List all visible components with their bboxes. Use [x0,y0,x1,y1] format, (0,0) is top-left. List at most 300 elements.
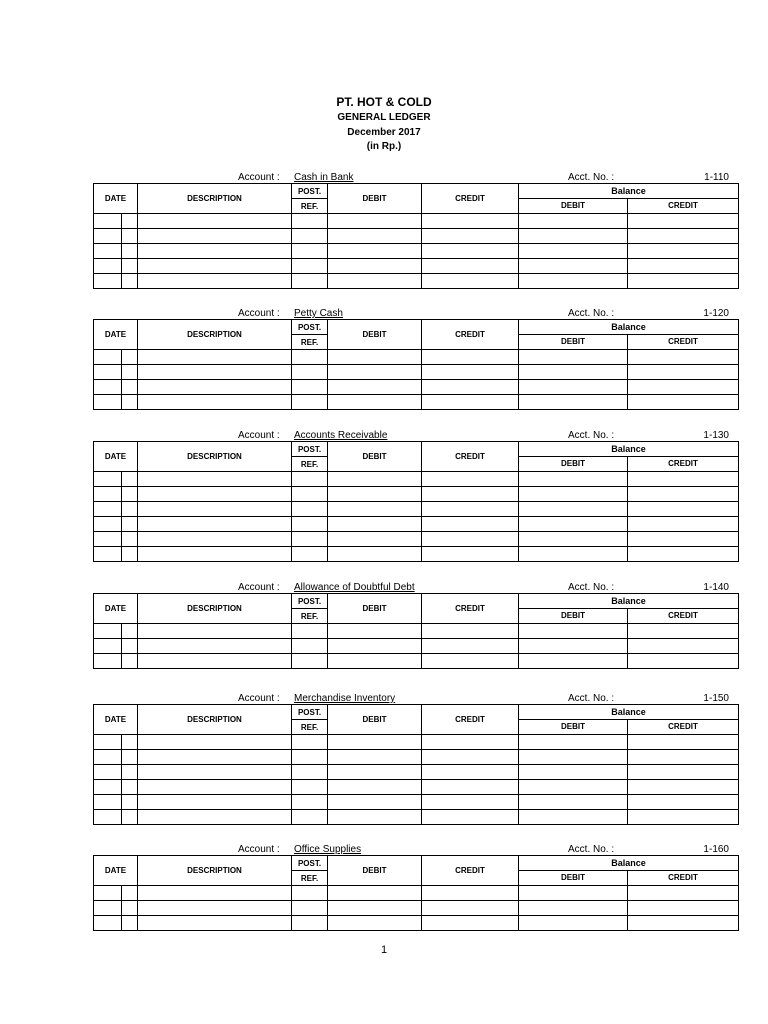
ledger-cell[interactable] [94,214,122,229]
ledger-cell[interactable] [94,532,122,547]
ledger-cell[interactable] [519,244,628,259]
date-header: DATE [94,320,138,350]
debit-header: DEBIT [328,442,422,472]
ledger-cell[interactable] [292,735,328,750]
ledger-cell[interactable] [292,502,328,517]
debit-header: DEBIT [328,184,422,214]
ledger-cell[interactable] [138,780,292,795]
ledger-cell[interactable] [138,274,292,289]
ledger-cell[interactable] [628,795,739,810]
ledger-cell[interactable] [292,214,328,229]
description-header: DESCRIPTION [138,856,292,886]
ledger-cell[interactable] [519,365,628,380]
account-label: Account : [238,844,280,855]
ledger-cell[interactable] [122,916,138,931]
table-row [94,229,739,244]
ledger-cell[interactable] [519,901,628,916]
account-number: 1-120 [703,308,729,319]
ledger-cell[interactable] [328,274,422,289]
ledger-cell[interactable] [422,350,519,365]
ledger-cell[interactable] [94,274,122,289]
ledger-cell[interactable] [292,901,328,916]
balance-credit-header: CREDIT [628,871,739,886]
ledger-cell[interactable] [328,795,422,810]
ledger-cell[interactable] [422,532,519,547]
ledger-cell[interactable] [422,916,519,931]
table-row [94,916,739,931]
ledger-cell[interactable] [628,517,739,532]
ledger-cell[interactable] [94,901,122,916]
ledger-cell[interactable] [422,502,519,517]
ledger-cell[interactable] [94,735,122,750]
ledger-cell[interactable] [422,547,519,562]
ledger-cell[interactable] [519,532,628,547]
table-row [94,901,739,916]
ledger-cell[interactable] [292,229,328,244]
table-row [94,886,739,901]
ledger-cell[interactable] [519,259,628,274]
ledger-cell[interactable] [122,395,138,410]
ledger-cell[interactable] [138,472,292,487]
credit-header: CREDIT [422,594,519,624]
account-label: Account : [238,430,280,441]
ledger-table [93,593,739,669]
balance-debit-header: DEBIT [519,199,628,214]
balance-debit-header: DEBIT [519,335,628,350]
ledger-cell[interactable] [122,795,138,810]
balance-header: Balance [519,856,739,871]
ledger-cell[interactable] [422,487,519,502]
ledger-cell[interactable] [519,214,628,229]
post-header: POST. [292,594,328,609]
account-name: Cash in Bank [294,172,354,183]
ledger-cell[interactable] [94,916,122,931]
description-header: DESCRIPTION [138,594,292,624]
table-row [94,532,739,547]
ledger-cell[interactable] [628,765,739,780]
ledger-cell[interactable] [628,654,739,669]
credit-header: CREDIT [422,184,519,214]
table-row [94,517,739,532]
ledger-cell[interactable] [422,472,519,487]
ledger-cell[interactable] [628,259,739,274]
ledger-cell[interactable] [138,654,292,669]
table-row [94,735,739,750]
ledger-cell[interactable] [519,350,628,365]
ledger-cell[interactable] [519,654,628,669]
currency-note: (in Rp.) [366,141,402,152]
ledger-cell[interactable] [519,229,628,244]
ledger-cell[interactable] [138,487,292,502]
balance-credit-header: CREDIT [628,457,739,472]
account-name: Office Supplies [294,844,362,855]
ledger-cell[interactable] [422,901,519,916]
table-row [94,547,739,562]
document-title: GENERAL LEDGER [337,112,431,123]
table-row [94,765,739,780]
ledger-cell[interactable] [94,365,122,380]
account-number: 1-110 [704,172,729,183]
ledger-cell[interactable] [292,380,328,395]
ledger-cell[interactable] [122,901,138,916]
ledger-table [93,855,739,931]
ledger-cell[interactable] [328,765,422,780]
ledger-cell[interactable] [122,765,138,780]
ledger-cell[interactable] [94,487,122,502]
ledger-cell[interactable] [94,780,122,795]
ledger-cell[interactable] [122,244,138,259]
ledger-cell[interactable] [122,259,138,274]
ledger-cell[interactable] [328,502,422,517]
ledger-cell[interactable] [628,472,739,487]
ledger-cell[interactable] [328,639,422,654]
ledger-cell[interactable] [138,395,292,410]
ledger-cell[interactable] [328,380,422,395]
ref-header: REF. [292,720,328,735]
ledger-cell[interactable] [628,901,739,916]
balance-header: Balance [519,442,739,457]
ledger-cell[interactable] [328,395,422,410]
account-label: Account : [238,308,280,319]
ledger-cell[interactable] [422,395,519,410]
ledger-cell[interactable] [292,795,328,810]
credit-header: CREDIT [422,856,519,886]
ledger-cell[interactable] [122,229,138,244]
ledger-cell[interactable] [328,901,422,916]
ledger-cell[interactable] [422,259,519,274]
ledger-cell[interactable] [328,259,422,274]
ledger-cell[interactable] [628,916,739,931]
table-row [94,810,739,825]
ledger-cell[interactable] [628,365,739,380]
ledger-cell[interactable] [519,639,628,654]
balance-credit-header: CREDIT [628,609,739,624]
table-row [94,365,739,380]
ledger-cell[interactable] [292,365,328,380]
account-name: Allowance of Doubtful Debt [294,582,415,593]
ledger-cell[interactable] [94,350,122,365]
ledger-cell[interactable] [94,472,122,487]
ledger-cell[interactable] [422,765,519,780]
ledger-cell[interactable] [94,547,122,562]
account-number: 1-150 [703,693,729,704]
ledger-cell[interactable] [122,274,138,289]
ledger-cell[interactable] [292,487,328,502]
ledger-cell[interactable] [138,214,292,229]
ledger-cell[interactable] [519,487,628,502]
ledger-cell[interactable] [94,654,122,669]
ledger-cell[interactable] [328,365,422,380]
balance-header: Balance [519,184,739,199]
ledger-cell[interactable] [138,517,292,532]
table-row [94,654,739,669]
account-number: 1-130 [703,430,729,441]
ledger-cell[interactable] [292,780,328,795]
ledger-cell[interactable] [122,810,138,825]
ledger-cell[interactable] [628,532,739,547]
ledger-cell[interactable] [122,886,138,901]
ledger-cell[interactable] [519,765,628,780]
acct-no-label: Acct. No. : [568,172,615,183]
ledger-cell[interactable] [138,502,292,517]
ledger-cell[interactable] [138,750,292,765]
ledger-cell[interactable] [292,244,328,259]
ledger-cell[interactable] [328,654,422,669]
account-label: Account : [238,693,280,704]
table-row [94,395,739,410]
ledger-cell[interactable] [292,350,328,365]
ledger-cell[interactable] [328,229,422,244]
ledger-cell[interactable] [519,624,628,639]
ledger-cell[interactable] [94,517,122,532]
ledger-cell[interactable] [628,624,739,639]
ledger-cell[interactable] [138,244,292,259]
account-label: Account : [238,582,280,593]
ledger-cell[interactable] [519,395,628,410]
ledger-cell[interactable] [328,532,422,547]
ledger-cell[interactable] [94,765,122,780]
balance-header: Balance [519,705,739,720]
ledger-cell[interactable] [422,380,519,395]
ledger-cell[interactable] [422,639,519,654]
ledger-cell[interactable] [122,532,138,547]
ledger-cell[interactable] [138,639,292,654]
ledger-cell[interactable] [138,624,292,639]
account-number: 1-140 [703,582,729,593]
ledger-cell[interactable] [628,810,739,825]
table-row [94,350,739,365]
ledger-cell[interactable] [328,624,422,639]
date-header: DATE [94,442,138,472]
ledger-cell[interactable] [422,795,519,810]
ledger-cell[interactable] [94,795,122,810]
ledger-cell[interactable] [628,502,739,517]
ledger-cell[interactable] [138,547,292,562]
ledger-cell[interactable] [628,380,739,395]
ledger-cell[interactable] [138,380,292,395]
credit-header: CREDIT [422,705,519,735]
ledger-cell[interactable] [519,472,628,487]
ledger-cell[interactable] [628,274,739,289]
ledger-cell[interactable] [94,886,122,901]
date-header: DATE [94,184,138,214]
ledger-cell[interactable] [94,639,122,654]
ledger-cell[interactable] [628,395,739,410]
ledger-cell[interactable] [628,350,739,365]
company-name: PT. HOT & COLD [336,95,432,109]
ledger-cell[interactable] [94,380,122,395]
ledger-cell[interactable] [292,810,328,825]
ledger-cell[interactable] [138,886,292,901]
ledger-cell[interactable] [122,654,138,669]
ledger-cell[interactable] [122,350,138,365]
ledger-cell[interactable] [292,274,328,289]
ledger-cell[interactable] [122,380,138,395]
ledger-cell[interactable] [292,654,328,669]
description-header: DESCRIPTION [138,184,292,214]
ref-header: REF. [292,871,328,886]
ledger-cell[interactable] [138,229,292,244]
ledger-cell[interactable] [292,532,328,547]
ledger-cell[interactable] [628,214,739,229]
ledger-cell[interactable] [122,502,138,517]
ledger-cell[interactable] [328,517,422,532]
ledger-cell[interactable] [328,244,422,259]
ledger-cell[interactable] [292,916,328,931]
ledger-cell[interactable] [422,886,519,901]
ledger-cell[interactable] [422,274,519,289]
ledger-cell[interactable] [122,735,138,750]
post-header: POST. [292,184,328,199]
ledger-cell[interactable] [328,916,422,931]
ledger-cell[interactable] [292,624,328,639]
ledger-cell[interactable] [328,780,422,795]
acct-no-label: Acct. No. : [568,844,615,855]
table-row [94,214,739,229]
ledger-cell[interactable] [422,780,519,795]
ref-header: REF. [292,609,328,624]
page-number: 1 [380,944,388,956]
ref-header: REF. [292,457,328,472]
ledger-cell[interactable] [328,810,422,825]
ledger-cell[interactable] [94,810,122,825]
ledger-cell[interactable] [138,810,292,825]
ledger-cell[interactable] [292,472,328,487]
ledger-cell[interactable] [328,547,422,562]
credit-header: CREDIT [422,320,519,350]
ledger-cell[interactable] [138,532,292,547]
ledger-cell[interactable] [422,810,519,825]
table-row [94,780,739,795]
debit-header: DEBIT [328,594,422,624]
ledger-cell[interactable] [628,886,739,901]
ledger-cell[interactable] [519,274,628,289]
date-header: DATE [94,705,138,735]
ledger-cell[interactable] [628,780,739,795]
ledger-cell[interactable] [422,214,519,229]
ledger-cell[interactable] [519,780,628,795]
ledger-cell[interactable] [122,365,138,380]
ledger-cell[interactable] [328,886,422,901]
ledger-cell[interactable] [292,259,328,274]
ledger-cell[interactable] [422,365,519,380]
table-row [94,472,739,487]
ledger-cell[interactable] [94,229,122,244]
ledger-cell[interactable] [138,901,292,916]
table-row [94,487,739,502]
ledger-cell[interactable] [422,517,519,532]
ledger-cell[interactable] [122,639,138,654]
ledger-cell[interactable] [628,487,739,502]
table-row [94,244,739,259]
ledger-cell[interactable] [94,750,122,765]
ledger-cell[interactable] [519,916,628,931]
ledger-cell[interactable] [422,229,519,244]
credit-header: CREDIT [422,442,519,472]
ledger-cell[interactable] [628,639,739,654]
ledger-cell[interactable] [519,886,628,901]
ledger-cell[interactable] [328,350,422,365]
table-row [94,624,739,639]
ledger-cell[interactable] [422,244,519,259]
balance-debit-header: DEBIT [519,457,628,472]
ledger-cell[interactable] [122,472,138,487]
ledger-cell[interactable] [292,765,328,780]
ledger-cell[interactable] [628,750,739,765]
ledger-cell[interactable] [138,735,292,750]
debit-header: DEBIT [328,320,422,350]
ledger-cell[interactable] [292,517,328,532]
balance-debit-header: DEBIT [519,720,628,735]
ledger-cell[interactable] [94,502,122,517]
ledger-cell[interactable] [94,259,122,274]
ledger-cell[interactable] [328,735,422,750]
ledger-cell[interactable] [422,624,519,639]
ledger-cell[interactable] [122,750,138,765]
ledger-cell[interactable] [422,654,519,669]
ledger-cell[interactable] [122,214,138,229]
ledger-cell[interactable] [519,810,628,825]
ledger-cell[interactable] [292,395,328,410]
ledger-cell[interactable] [628,244,739,259]
ledger-cell[interactable] [628,547,739,562]
ledger-cell[interactable] [519,750,628,765]
table-row [94,750,739,765]
ledger-cell[interactable] [138,765,292,780]
ledger-cell[interactable] [292,547,328,562]
ledger-cell[interactable] [94,244,122,259]
ledger-cell[interactable] [138,916,292,931]
ledger-cell[interactable] [94,624,122,639]
ledger-cell[interactable] [328,472,422,487]
ledger-cell[interactable] [292,886,328,901]
ledger-cell[interactable] [122,547,138,562]
ledger-cell[interactable] [519,380,628,395]
ledger-cell[interactable] [138,259,292,274]
description-header: DESCRIPTION [138,442,292,472]
ledger-cell[interactable] [628,735,739,750]
ledger-cell[interactable] [519,502,628,517]
ledger-cell[interactable] [94,395,122,410]
ledger-cell[interactable] [628,229,739,244]
ledger-cell[interactable] [138,350,292,365]
ledger-cell[interactable] [519,517,628,532]
balance-credit-header: CREDIT [628,335,739,350]
table-row [94,274,739,289]
ledger-cell[interactable] [328,750,422,765]
ledger-cell[interactable] [328,487,422,502]
ledger-cell[interactable] [138,365,292,380]
ref-header: REF. [292,335,328,350]
ledger-cell[interactable] [519,795,628,810]
ledger-cell[interactable] [292,750,328,765]
ledger-cell[interactable] [122,624,138,639]
ledger-cell[interactable] [138,795,292,810]
ledger-cell[interactable] [122,487,138,502]
ledger-cell[interactable] [422,750,519,765]
ledger-cell[interactable] [292,639,328,654]
ledger-cell[interactable] [122,517,138,532]
period: December 2017 [347,127,421,138]
ledger-cell[interactable] [328,214,422,229]
ledger-cell[interactable] [122,780,138,795]
ledger-cell[interactable] [519,735,628,750]
description-header: DESCRIPTION [138,705,292,735]
debit-header: DEBIT [328,705,422,735]
post-header: POST. [292,705,328,720]
ledger-cell[interactable] [519,547,628,562]
ledger-cell[interactable] [422,735,519,750]
